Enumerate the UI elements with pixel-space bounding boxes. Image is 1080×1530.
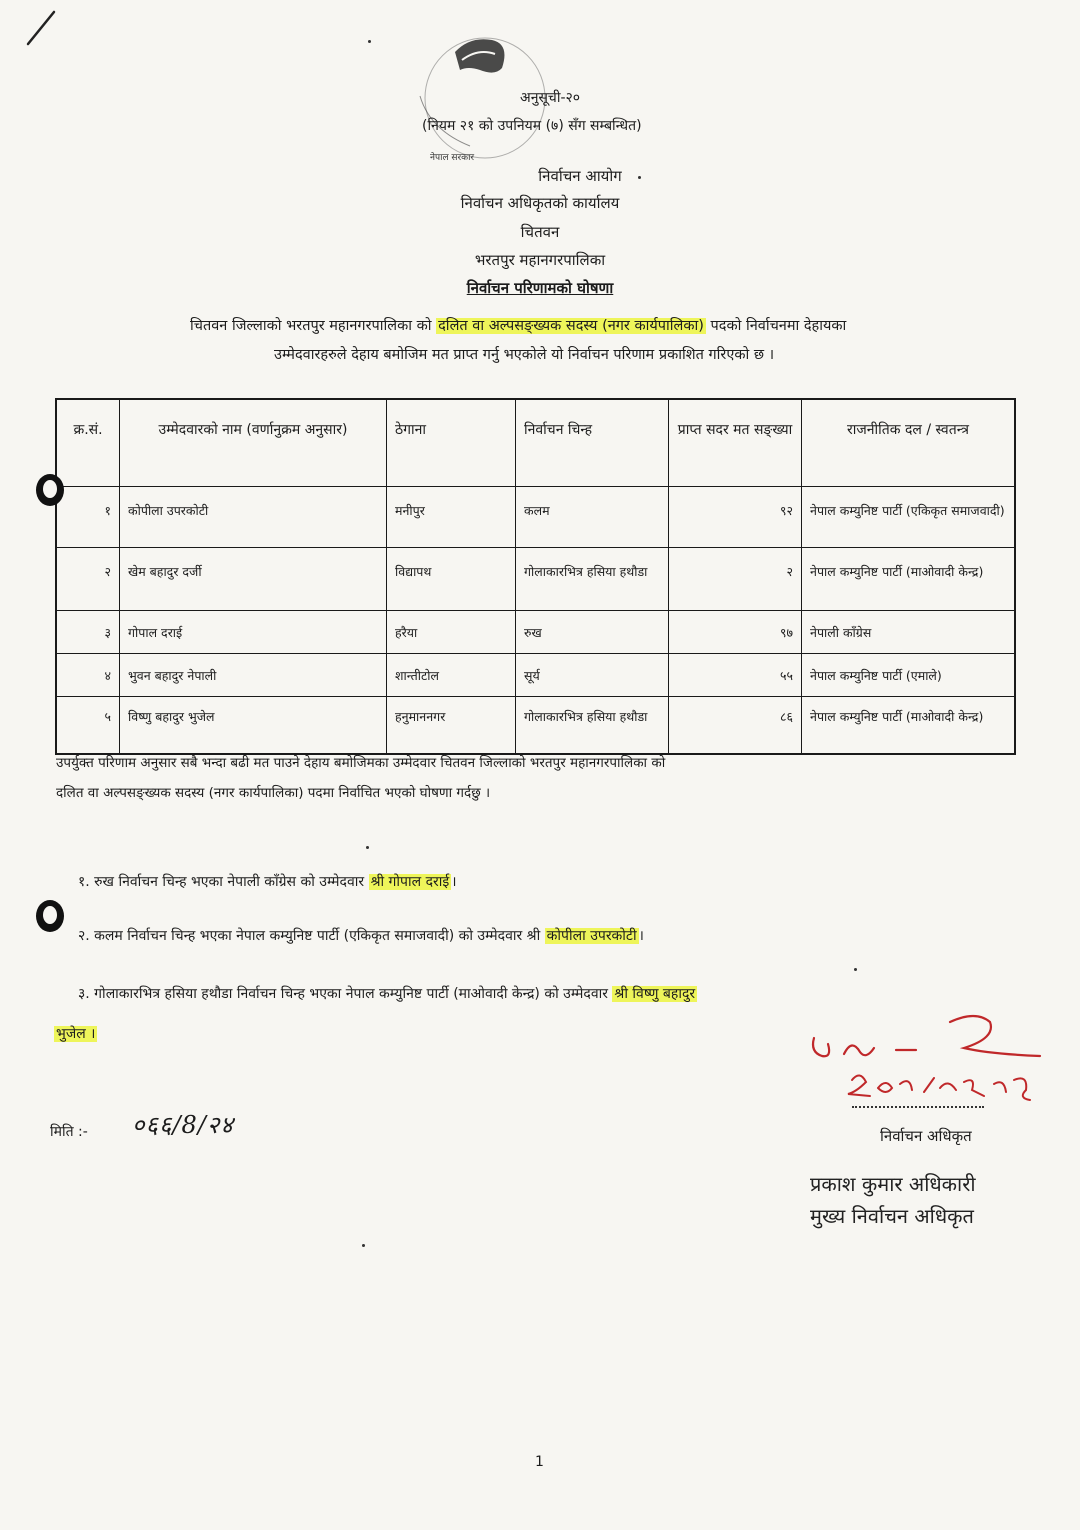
header-serial: क्र.सं. [56, 399, 120, 487]
header-address: ठेगाना [387, 399, 516, 487]
winner-highlight: श्री गोपाल दराई [370, 874, 450, 890]
cell-party: नेपाली काँग्रेस [802, 611, 1016, 654]
intro-part1: चितवन जिल्लाको भरतपुर महानगरपालिका को [190, 318, 437, 334]
seal-text: नेपाल सरकार [430, 153, 475, 163]
paper-speck [366, 846, 369, 849]
stamp-officer-title: मुख्य निर्वाचन अधिकृत [810, 1204, 974, 1228]
stamp-officer-name: प्रकाश कुमार अधिकारी [810, 1172, 976, 1196]
cell-party: नेपाल कम्युनिष्ट पार्टी (एकिकृत समाजवादी) [802, 487, 1016, 548]
signature-line [852, 1106, 984, 1108]
name-stamp [810, 1168, 976, 1232]
cell-party: नेपाल कम्युनिष्ट पार्टी (एमाले) [802, 654, 1016, 697]
paper-speck [854, 968, 857, 971]
cell-symbol: गोलाकारभित्र हसिया हथौडा [516, 548, 669, 611]
rule-reference: (नियम २१ को उपनियम (७) सँग सम्बन्धित) [422, 118, 642, 134]
table-row [56, 548, 1015, 611]
cell-party: नेपाल कम्युनिष्ट पार्टी (माओवादी केन्द्र) [802, 697, 1016, 755]
punch-hole [36, 900, 64, 932]
cell-votes: २ [669, 548, 802, 611]
table-row [56, 487, 1015, 548]
cell-serial: ४ [56, 654, 120, 697]
cell-name: भुवन बहादुर नेपाली [120, 654, 387, 697]
conclusion-line1: उपर्युक्त परिणाम अनुसार सबै भन्दा बढी मत पाउने देहाय बमोजिमका उम्मेदवार चितवन जिल्लाको भरतपुर महानगरपालिका को [56, 755, 666, 771]
officer-role: निर्वाचन अधिकृत [880, 1127, 972, 1145]
conclusion-line2: दलित वा अल्पसङ्ख्यक सदस्य (नगर कार्यपालिका) पदमा निर्वाचित भएको घोषणा गर्दछु । [56, 785, 491, 801]
table-row [56, 611, 1015, 654]
cell-name: खेम बहादुर दर्जी [120, 548, 387, 611]
cell-address: मनीपुर [387, 487, 516, 548]
paper-speck [638, 176, 641, 179]
cell-votes: ८६ [669, 697, 802, 755]
header-party: राजनीतिक दल / स्वतन्त्र [802, 399, 1016, 487]
page-number: 1 [535, 1454, 544, 1470]
cell-votes: ५५ [669, 654, 802, 697]
header-name: उम्मेदवारको नाम (वर्णानुक्रम अनुसार) [120, 399, 387, 487]
header-votes: प्राप्त सदर मत सङ्ख्या [669, 399, 802, 487]
district-name: चितवन [520, 223, 560, 241]
officer-signature [800, 1008, 1060, 1118]
winner-continuation [54, 1024, 97, 1043]
winner-item [78, 872, 457, 891]
intro-paragraph [190, 312, 950, 370]
cell-address: विद्यापथ [387, 548, 516, 611]
results-table [55, 398, 1016, 755]
cell-serial: १ [56, 487, 120, 548]
paper-speck [362, 1244, 365, 1247]
office-name: निर्वाचन अधिकृतको कार्यालय [460, 194, 620, 212]
winner-item [78, 926, 644, 945]
cell-symbol: कलम [516, 487, 669, 548]
header-symbol: निर्वाचन चिन्ह [516, 399, 669, 487]
cell-party: नेपाल कम्युनिष्ट पार्टी (माओवादी केन्द्र) [802, 548, 1016, 611]
cell-symbol: गोलाकारभित्र हसिया हथौडा [516, 697, 669, 755]
cell-name: कोपीला उपरकोटी [120, 487, 387, 548]
table-header-row [56, 399, 1015, 487]
date-label: मिति :- [50, 1124, 88, 1140]
cell-address: हनुमाननगर [387, 697, 516, 755]
winner-suffix: । [451, 874, 457, 890]
commission-name: निर्वाचन आयोग [538, 167, 622, 185]
winner-item [78, 984, 697, 1003]
document-title: निर्वाचन परिणामको घोषणा [466, 279, 614, 297]
intro-highlight: दलित वा अल्पसङ्ख्यक सदस्य (नगर कार्यपालिका) [438, 318, 704, 334]
table-row [56, 697, 1015, 755]
winner-highlight: कोपीला उपरकोटी [546, 928, 637, 944]
cell-serial: ५ [56, 697, 120, 755]
winner-suffix: । [638, 928, 644, 944]
annex-number: अनुसूची-२० [520, 90, 581, 106]
cell-symbol: सूर्य [516, 654, 669, 697]
cell-address: हरैया [387, 611, 516, 654]
table-row [56, 654, 1015, 697]
cell-votes: ९७ [669, 611, 802, 654]
cell-serial: ३ [56, 611, 120, 654]
cell-serial: २ [56, 548, 120, 611]
conclusion-paragraph [56, 748, 816, 808]
punch-hole [36, 474, 64, 506]
cell-name: गोपाल दराई [120, 611, 387, 654]
municipality-name: भरतपुर महानगरपालिका [474, 251, 606, 269]
winner-text: ३. गोलाकारभित्र हसिया हथौडा निर्वाचन चिन्ह भएका नेपाल कम्युनिष्ट पार्टी (माओवादी केन्द्र) को उम्मेदवार [78, 986, 613, 1002]
intro-part2: पदको निर्वाचनमा देहायका [705, 318, 847, 334]
winner-highlight: श्री विष्णु बहादुर [614, 986, 696, 1002]
date-value: ०६६/8/२४ [132, 1111, 234, 1139]
winner-highlight: भुजेल । [56, 1026, 96, 1042]
winner-text: २. कलम निर्वाचन चिन्ह भएका नेपाल कम्युनिष्ट पार्टी (एकिकृत समाजवादी) को उम्मेदवार श्री [78, 928, 545, 944]
cell-name: विष्णु बहादुर भुजेल [120, 697, 387, 755]
pen-stroke-mark [22, 8, 62, 48]
cell-symbol: रुख [516, 611, 669, 654]
winner-text: १. रुख निर्वाचन चिन्ह भएका नेपाली काँग्रेस को उम्मेदवार [78, 874, 369, 890]
intro-line2: उम्मेदवारहरुले देहाय बमोजिम मत प्राप्त गर्नु भएकोले यो निर्वाचन परिणाम प्रकाशित गरिएको छ । [274, 347, 775, 363]
paper-speck [368, 40, 371, 43]
cell-address: शान्तीटोल [387, 654, 516, 697]
cell-votes: ९२ [669, 487, 802, 548]
